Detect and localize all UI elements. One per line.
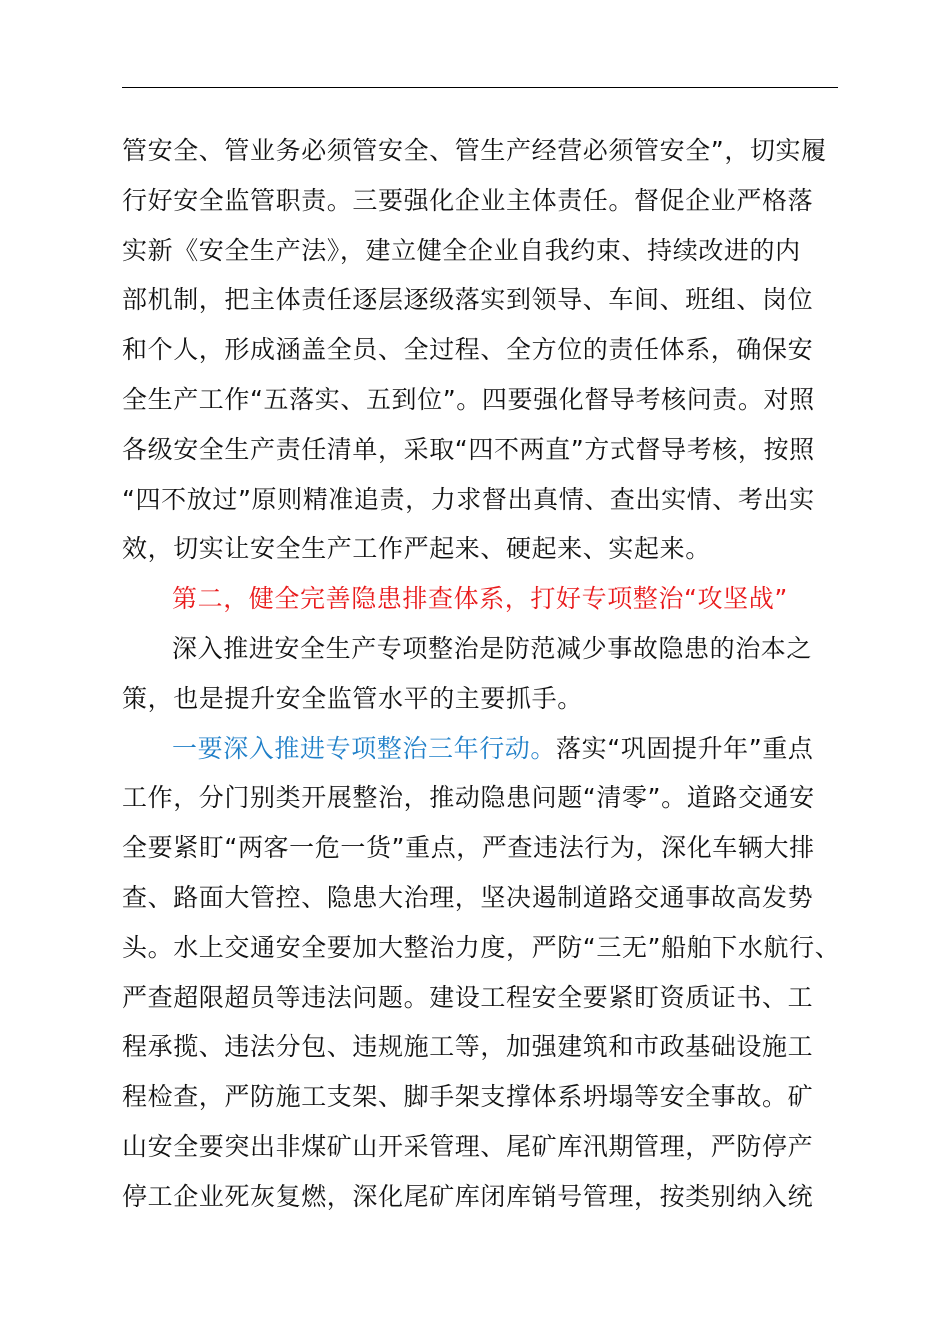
body-line: 停工企业死灰复燃，深化尾矿库闭库销号管理，按类别纳入统 [122,1181,814,1211]
body-line: 行好安全监管职责。三要强化企业主体责任。督促企业严格落 [122,185,814,215]
body-line: 和个人，形成涵盖全员、全过程、全方位的责任体系，确保安 [122,335,814,365]
body-line: 全要紧盯“两客一危一货”重点，严查违法行为，深化车辆大排 [122,833,815,863]
body-line: 管安全、管业务必须管安全、管生产经营必须管安全”，切实履 [122,136,827,165]
body-line: 效，切实让安全生产工作严起来、硬起来、实起来。 [122,534,711,564]
subheading1: 一要深入推进专项整治三年行动。 [172,733,557,763]
body-line: 程检查，严防施工支架、脚手架支撑体系坍塌等安全事故。矿 [122,1082,814,1112]
body-line: 严查超限超员等违法问题。建设工程安全要紧盯资质证书、工 [122,982,814,1012]
subheading-line [122,724,862,774]
body-line: 查、路面大管控、隐患大治理，坚决遏制道路交通事故高发势 [122,882,814,912]
body-line: 各级安全生产责任清单，采取“四不两直”方式督导考核，按照 [122,434,815,464]
body-line: 工作，分门别类开展整治，推动隐患问题“清零”。道路交通安 [122,783,815,813]
body-line: 头。水上交通安全要加大整治力度，严防“三无”船舶下水航行、 [122,932,841,962]
body-line: 部机制，把主体责任逐层逐级落实到领导、车间、班组、岗位 [122,285,814,315]
body-line: “四不放过”原则精准追责，力求督出真情、查出实情、考出实 [122,484,815,514]
body-line: 山安全要突出非煤矿山开采管理、尾矿库汛期管理，严防停产 [122,1131,814,1161]
body-line: 实新《安全生产法》，建立健全企业自我约束、持续改进的内 [122,235,801,265]
body-line: 深入推进安全生产专项整治是防范减少事故隐患的治本之 [172,633,813,663]
body-line: 全生产工作“五落实、五到位”。四要强化督导考核问责。对照 [122,384,815,414]
section2-body [122,773,862,1221]
body-line: 策，也是提升安全监管水平的主要抓手。 [122,683,583,713]
subheading1-rest: 落实“巩固提升年”重点 [556,733,814,763]
body-line: 程承揽、违法分包、违规施工等，加强建筑和市政基础设施工 [122,1032,814,1062]
section2-intro [122,624,862,724]
header-rule [122,87,838,88]
section1-body [122,126,862,574]
section2-heading: 第二，健全完善隐患排查体系，打好专项整治“攻坚战” [172,584,788,614]
document-page [122,126,862,1222]
